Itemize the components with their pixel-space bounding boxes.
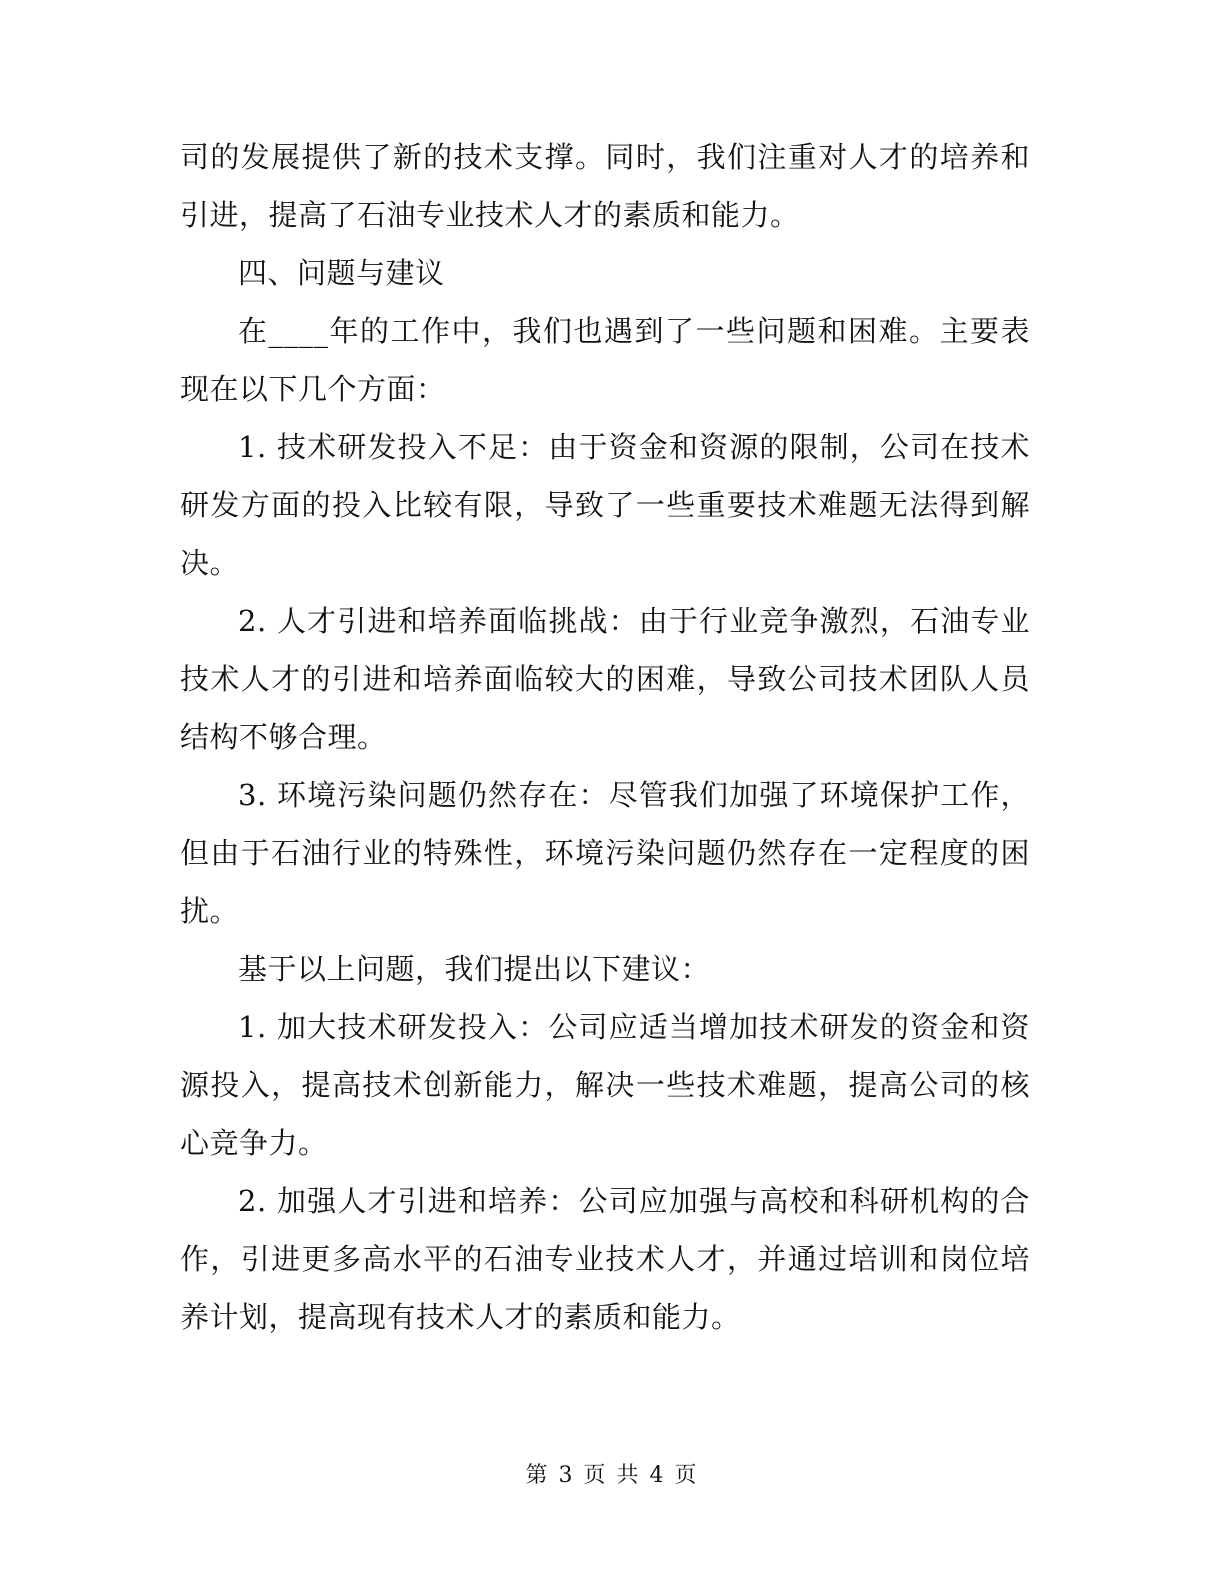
document-body [180,128,1030,1346]
problem-item-1: 1. 技术研发投入不足：由于资金和资源的限制，公司在技术研发方面的投入比较有限，导致了一些重要技术难题无法得到解决。 [180,430,1030,580]
suggestion-item-1: 1. 加大技术研发投入：公司应适当增加技术研发的资金和资源投入，提高技术创新能力，解决一些技术难题，提高公司的核心竞争力。 [180,1010,1030,1160]
paragraph-intro: 在____年的工作中，我们也遇到了一些问题和困难。主要表现在以下几个方面： [180,314,1030,406]
suggestion-item-2: 2. 加强人才引进和培养：公司应加强与高校和科研机构的合作，引进更多高水平的石油专业技术人才，并通过培训和岗位培养计划，提高现有技术人才的素质和能力。 [180,1184,1030,1334]
problem-item-3: 3. 环境污染问题仍然存在：尽管我们加强了环境保护工作，但由于石油行业的特殊性，环境污染问题仍然存在一定程度的困扰。 [180,778,1030,928]
suggestion-intro: 基于以上问题，我们提出以下建议： [238,952,711,986]
section-heading: 四、问题与建议 [238,256,445,290]
problem-item-2: 2. 人才引进和培养面临挑战：由于行业竞争激烈，石油专业技术人才的引进和培养面临较大的困难，导致公司技术团队人员结构不够合理。 [180,604,1030,754]
page-footer: 第 3 页 共 4 页 [525,1463,699,1488]
paragraph-continuation: 司的发展提供了新的技术支撑。同时，我们注重对人才的培养和引进，提高了石油专业技术人才的素质和能力。 [180,140,1030,232]
